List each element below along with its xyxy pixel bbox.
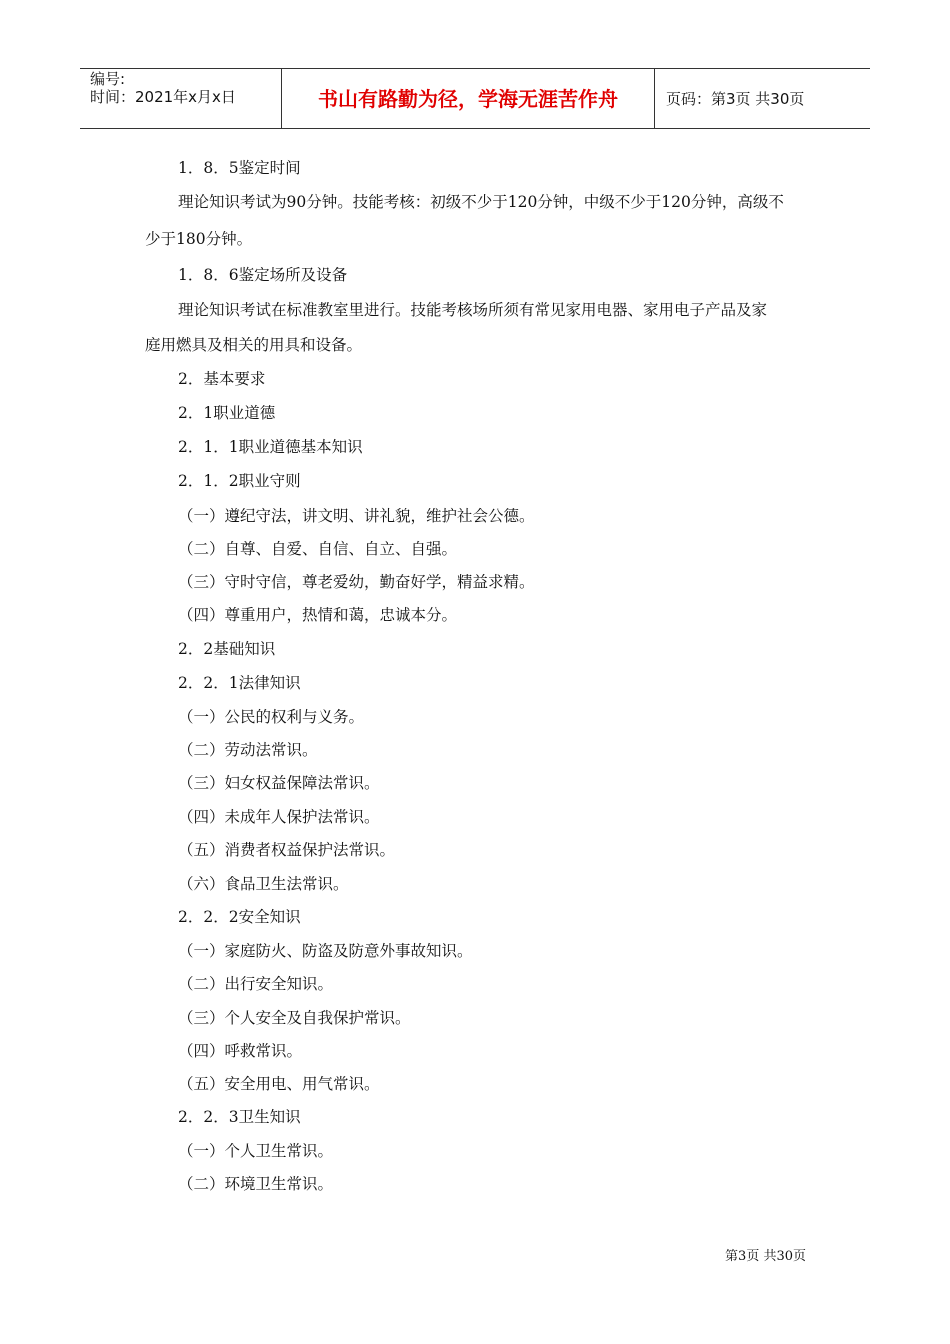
header-page-cell — [655, 69, 870, 128]
doc-time: 时间：2021年x月x日 — [90, 88, 236, 106]
paragraph-line: 理论知识考试在标准教室里进行。技能考核场所须有常见家用电器、家用电子产品及家 — [178, 301, 768, 319]
paragraph-line: 少于180分钟。 — [145, 230, 253, 248]
footer-page-number: 第3页 共30页 — [725, 1249, 806, 1264]
list-item: （二）自尊、自爱、自信、自立、自强。 — [178, 540, 458, 558]
section-heading: 2．2基础知识 — [178, 640, 276, 658]
section-heading: 2．2．2安全知识 — [178, 908, 301, 926]
list-item: （一）家庭防火、防盗及防意外事故知识。 — [178, 942, 473, 960]
list-item: （一）个人卫生常识。 — [178, 1142, 334, 1160]
section-heading: 2．基本要求 — [178, 370, 266, 388]
section-heading: 2．2．3卫生知识 — [178, 1108, 301, 1126]
list-item: （五）安全用电、用气常识。 — [178, 1075, 380, 1093]
list-item: （三）妇女权益保障法常识。 — [178, 774, 380, 792]
doc-number-label: 编号: — [90, 70, 126, 88]
list-item: （一）遵纪守法，讲文明、讲礼貌，维护社会公德。 — [178, 507, 535, 525]
header-page-info: 页码：第3页 共30页 — [666, 90, 805, 108]
list-item: （五）消费者权益保护法常识。 — [178, 841, 396, 859]
list-item: （二）环境卫生常识。 — [178, 1175, 334, 1193]
section-heading: 2．2．1法律知识 — [178, 674, 301, 692]
section-heading: 2．1职业道德 — [178, 404, 276, 422]
section-heading: 2．1．2职业守则 — [178, 472, 301, 490]
list-item: （四）尊重用户，热情和蔼，忠诚本分。 — [178, 606, 458, 624]
list-item: （四）未成年人保护法常识。 — [178, 808, 380, 826]
header-motto-cell — [281, 69, 655, 128]
header-motto: 书山有路勤为径，学海无涯苦作舟 — [318, 87, 618, 111]
list-item: （四）呼救常识。 — [178, 1042, 303, 1060]
page-header — [80, 68, 870, 129]
list-item: （三）守时守信，尊老爱幼，勤奋好学，精益求精。 — [178, 573, 535, 591]
header-meta-cell — [80, 69, 281, 128]
paragraph-line: 庭用燃具及相关的用具和设备。 — [145, 336, 363, 354]
section-heading: 1．8．5鉴定时间 — [178, 159, 301, 177]
section-heading: 2．1．1职业道德基本知识 — [178, 438, 363, 456]
list-item: （一）公民的权利与义务。 — [178, 708, 365, 726]
list-item: （二）劳动法常识。 — [178, 741, 318, 759]
section-heading: 1．8．6鉴定场所及设备 — [178, 266, 348, 284]
paragraph-line: 理论知识考试为90分钟。技能考核：初级不少于120分钟，中级不少于120分钟，高级不 — [178, 193, 784, 211]
list-item: （三）个人安全及自我保护常识。 — [178, 1009, 411, 1027]
list-item: （六）食品卫生法常识。 — [178, 875, 349, 893]
list-item: （二）出行安全知识。 — [178, 975, 334, 993]
